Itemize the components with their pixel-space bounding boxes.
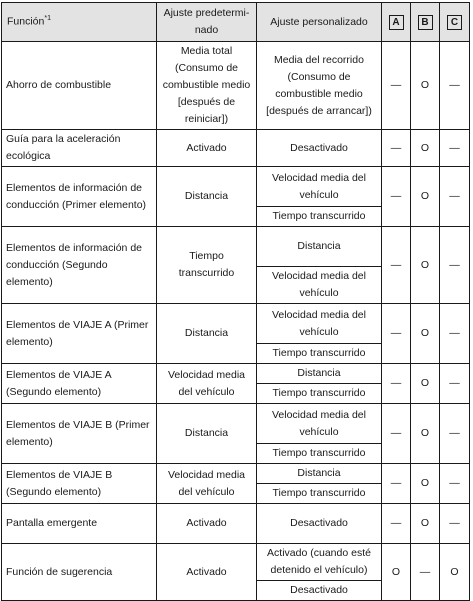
custom-cell: Desactivado	[257, 504, 382, 544]
function-cell: Elementos de VIAJE B (Segundo elemento)	[2, 464, 157, 504]
header-custom: Ajuste personalizado	[257, 3, 382, 42]
col-c-box: C	[447, 15, 462, 30]
default-cell: Velocidad media del vehículo	[157, 464, 257, 504]
mark-c-cell: —	[440, 464, 470, 504]
mark-c-cell: —	[440, 167, 470, 227]
custom-cell: Velocidad media del vehículo	[257, 167, 382, 207]
table-row	[2, 304, 470, 344]
table-row	[2, 544, 470, 581]
mark-c-cell: —	[440, 364, 470, 404]
settings-table	[1, 2, 470, 601]
default-cell: Media total (Consumo de combustible medio [después de reiniciar])	[157, 42, 257, 130]
mark-b-cell: O	[411, 130, 440, 167]
function-cell: Guía para la aceleración ecológica	[2, 130, 157, 167]
mark-a-cell: —	[382, 167, 411, 227]
mark-b-cell: O	[411, 364, 440, 404]
table-row	[2, 227, 470, 267]
custom-cell: Tiempo transcurrido	[257, 384, 382, 404]
default-cell: Distancia	[157, 304, 257, 364]
custom-cell: Tiempo transcurrido	[257, 484, 382, 504]
header-col-b	[411, 3, 440, 42]
mark-c-cell: —	[440, 227, 470, 304]
default-cell: Velocidad media del vehículo	[157, 364, 257, 404]
function-cell: Elementos de VIAJE A (Segundo elemento)	[2, 364, 157, 404]
mark-a-cell: —	[382, 304, 411, 364]
mark-b-cell: O	[411, 464, 440, 504]
table-row	[2, 42, 470, 130]
mark-a-cell: —	[382, 464, 411, 504]
default-cell: Activado	[157, 130, 257, 167]
mark-a-cell: —	[382, 227, 411, 304]
default-cell: Distancia	[157, 167, 257, 227]
function-cell: Elementos de VIAJE B (Primer elemento)	[2, 404, 157, 464]
header-col-c	[440, 3, 470, 42]
table-row	[2, 364, 470, 384]
table-row	[2, 504, 470, 544]
col-a-box: A	[389, 15, 404, 30]
mark-a-cell: —	[382, 364, 411, 404]
mark-b-cell: O	[411, 227, 440, 304]
function-cell: Ahorro de combustible	[2, 42, 157, 130]
table-row	[2, 464, 470, 484]
custom-cell: Desactivado	[257, 581, 382, 601]
mark-c-cell: —	[440, 404, 470, 464]
mark-b-cell: —	[411, 544, 440, 601]
custom-cell: Media del recorrido (Consumo de combustible medio [después de arrancar])	[257, 42, 382, 130]
mark-b-cell: O	[411, 304, 440, 364]
header-function-label: Función	[7, 15, 45, 28]
mark-a-cell: —	[382, 504, 411, 544]
col-b-box: B	[418, 15, 433, 30]
function-cell: Elementos de información de conducción (Segundo elemento)	[2, 227, 157, 304]
header-row	[2, 3, 470, 42]
mark-b-cell: O	[411, 504, 440, 544]
mark-a-cell: —	[382, 130, 411, 167]
table-row	[2, 167, 470, 207]
custom-cell: Tiempo transcurrido	[257, 207, 382, 227]
custom-cell: Activado (cuando esté detenido el vehículo)	[257, 544, 382, 581]
custom-cell: Tiempo transcurrido	[257, 444, 382, 464]
mark-a-cell: —	[382, 42, 411, 130]
default-cell: Tiempo transcurrido	[157, 227, 257, 304]
mark-c-cell: —	[440, 304, 470, 364]
table-row	[2, 404, 470, 444]
custom-cell: Distancia	[257, 227, 382, 267]
mark-a-cell: O	[382, 544, 411, 601]
function-cell: Elementos de información de conducción (Primer elemento)	[2, 167, 157, 227]
mark-b-cell: O	[411, 167, 440, 227]
default-cell: Distancia	[157, 404, 257, 464]
function-cell: Función de sugerencia	[2, 544, 157, 601]
mark-c-cell: O	[440, 544, 470, 601]
mark-b-cell: O	[411, 42, 440, 130]
mark-a-cell: —	[382, 404, 411, 464]
table-body	[2, 42, 470, 601]
header-default: Ajuste predetermi-nado	[157, 3, 257, 42]
mark-c-cell: —	[440, 130, 470, 167]
table-row	[2, 130, 470, 167]
custom-cell: Distancia	[257, 464, 382, 484]
header-footnote-marker: *1	[44, 15, 51, 23]
function-cell: Elementos de VIAJE A (Primer elemento)	[2, 304, 157, 364]
default-cell: Activado	[157, 504, 257, 544]
custom-cell: Velocidad media del vehículo	[257, 304, 382, 344]
header-col-a	[382, 3, 411, 42]
function-cell: Pantalla emergente	[2, 504, 157, 544]
custom-cell: Desactivado	[257, 130, 382, 167]
mark-c-cell: —	[440, 504, 470, 544]
header-function	[2, 3, 157, 42]
mark-b-cell: O	[411, 404, 440, 464]
custom-cell: Velocidad media del vehículo	[257, 404, 382, 444]
custom-cell: Tiempo transcurrido	[257, 344, 382, 364]
custom-cell: Velocidad media del vehículo	[257, 267, 382, 304]
custom-cell: Distancia	[257, 364, 382, 384]
mark-c-cell: —	[440, 42, 470, 130]
default-cell: Activado	[157, 544, 257, 601]
